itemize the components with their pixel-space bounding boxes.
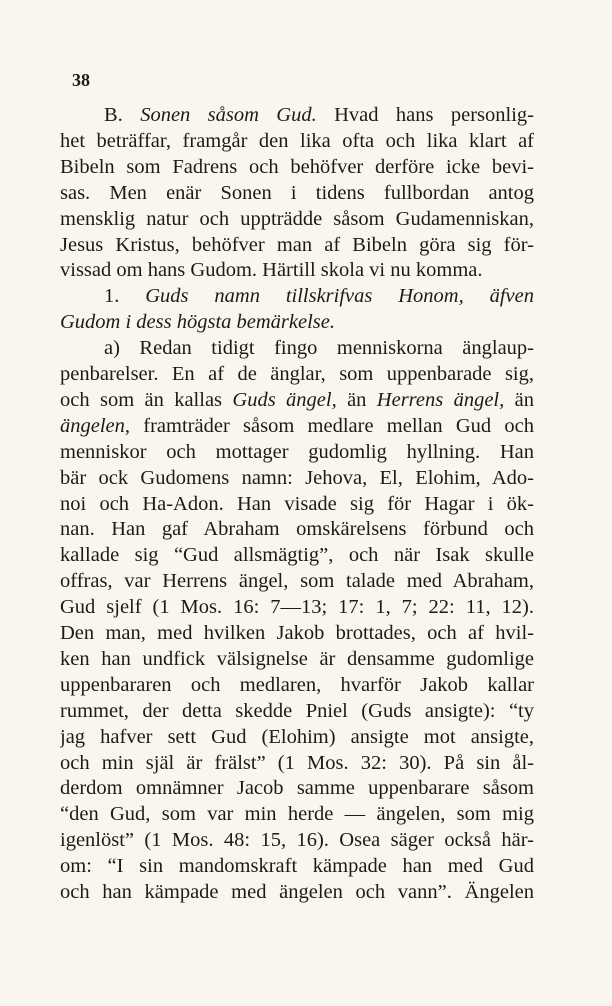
text-run: mensklig natur och uppträdde såsom Gudamenniskan,: [60, 207, 534, 230]
italic-text: Herrens ängel,: [376, 388, 505, 411]
text-line: [60, 206, 534, 232]
text-line: [104, 102, 534, 128]
text-run: derdom omnämner Jacob samme uppenbarare såsom: [60, 777, 534, 800]
text-line: [60, 257, 534, 283]
text-run: penbarelser. En af de änglar, som uppenbarade sig,: [60, 363, 534, 385]
text-run: rummet, der detta skedde Pniel (Guds ansigte): “ty: [60, 699, 534, 722]
italic-text: äfven: [489, 285, 534, 308]
text-line: [60, 801, 534, 827]
text-run: B.: [104, 104, 141, 126]
text-line: [60, 775, 534, 801]
text-line: [60, 232, 534, 258]
italic-text: Sonen såsom Gud.: [140, 104, 317, 126]
text-line: [60, 750, 534, 776]
text-run: “den Gud, som var min herde — ängelen, som mig: [60, 803, 534, 826]
text-line: [60, 879, 534, 905]
text-line: [60, 439, 534, 465]
text-line: [60, 465, 534, 491]
text-line: [60, 413, 534, 439]
text-run: än: [504, 388, 534, 411]
text-line: [60, 387, 534, 413]
text-line: [60, 827, 534, 853]
text-line: [60, 594, 534, 620]
text-line: [60, 180, 534, 206]
text-run: om: “I sin mandomskraft kämpade han med Gud: [60, 855, 534, 878]
text-line: [60, 309, 534, 335]
text-run: [464, 285, 490, 307]
text-line: [60, 542, 534, 568]
text-run: Bibeln som Fadrens och behöfver derföre icke bevi-: [60, 155, 534, 178]
italic-text: Gudom i dess högsta bemärkelse.: [60, 311, 336, 334]
text-line: [60, 724, 534, 750]
text-run: igenlöst” (1 Mos. 48: 15, 16). Osea säger också här-: [60, 829, 534, 852]
text-run: Den man, med hvilken Jakob brottades, och af hvil-: [60, 622, 534, 644]
italic-text: Guds namn tillskrifvas Honom,: [145, 285, 464, 308]
text-line: [104, 283, 534, 309]
text-run: a) Redan tidigt fingo menniskorna änglaup-: [104, 337, 534, 360]
text-line: [60, 491, 534, 517]
text-run: och som än kallas: [60, 388, 233, 411]
text-run: ken han undfick välsignelse är densamme gudomlige: [60, 647, 534, 670]
text-run: Gud sjelf (1 Mos. 16: 7—13; 17: 1, 7; 22: 11, 12).: [60, 596, 534, 619]
text-line: [60, 516, 534, 542]
text-line: [60, 568, 534, 594]
italic-text: Guds ängel,: [232, 388, 337, 411]
text-line: [60, 620, 534, 646]
text-run: nan. Han gaf Abraham omskärelsens förbund och: [60, 518, 534, 541]
italic-text: ängelen,: [60, 414, 131, 437]
text-run: jag hafver sett Gud (Elohim) ansigte mot ansigte,: [60, 725, 534, 748]
text-line: [60, 853, 534, 879]
text-line: [60, 128, 534, 154]
text-run: het beträffar, framgår den lika ofta och lika klart af: [60, 129, 534, 152]
text-run: sas. Men enär Sonen i tidens fullbordan antog: [60, 181, 534, 204]
text-run: och han kämpade med ängelen och vann”. Ängelen: [60, 881, 534, 903]
text-run: vissad om hans Gudom. Härtill skola vi nu komma.: [60, 259, 483, 282]
text-run: bär ock Gudomens namn: Jehova, El, Elohim, Ado-: [60, 466, 534, 489]
text-run: framträder såsom medlare mellan Gud och: [130, 414, 534, 437]
text-run: menniskor och mottager gudomlig hyllning. Han: [60, 440, 534, 463]
text-line: [60, 672, 534, 698]
text-line: [60, 698, 534, 724]
text-run: och min själ är frälst” (1 Mos. 32: 30). På sin ål-: [60, 751, 534, 774]
text-run: kallade sig “Gud allsmägtig”, och när Isak skulle: [60, 544, 534, 567]
text-line: [60, 646, 534, 672]
text-line: [104, 335, 534, 361]
text-line: [60, 154, 534, 180]
text-run: uppenbararen och medlaren, hvarför Jakob kallar: [60, 673, 534, 696]
page-number: 38: [72, 70, 90, 90]
text-run: noi och Ha-Adon. Han visade sig för Hagar i ök-: [60, 492, 534, 515]
text-run: än: [336, 388, 377, 411]
text-line: [60, 361, 534, 387]
text-run: Hvad hans personlig-: [316, 104, 534, 126]
text-run: offras, var Herrens ängel, som talade med Abraham,: [60, 570, 534, 593]
text-run: Jesus Kristus, behöfver man af Bibeln göra sig för-: [60, 233, 534, 256]
text-run: 1.: [104, 285, 146, 308]
